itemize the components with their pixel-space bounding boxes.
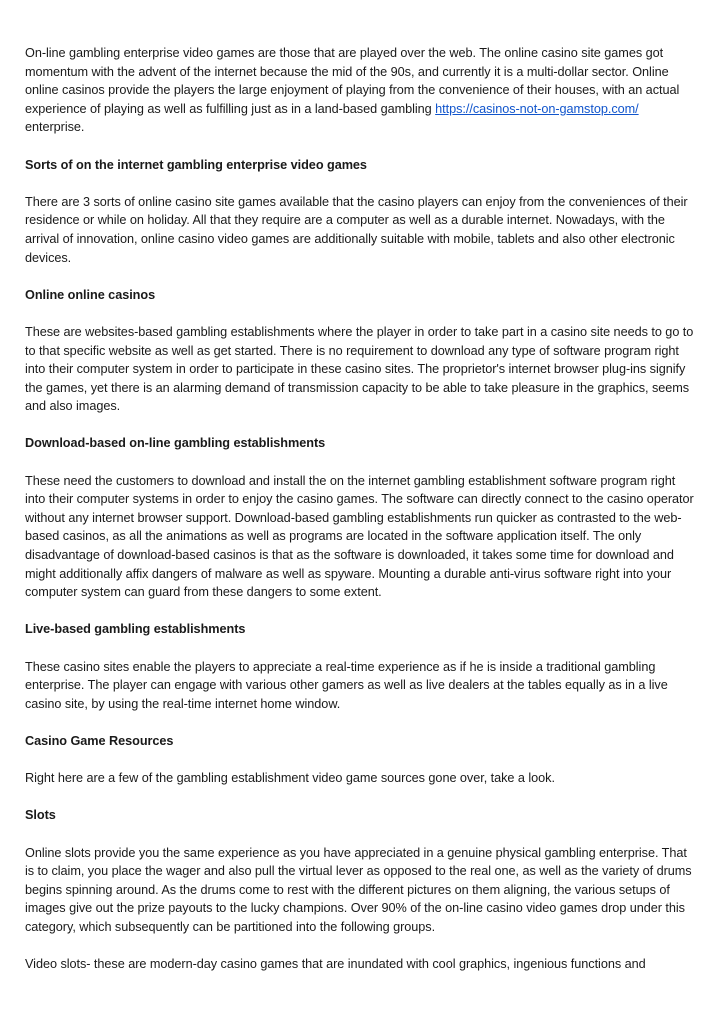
spacer <box>25 937 697 956</box>
section-heading: Online online casinos <box>25 287 156 302</box>
section-heading: Live-based gambling establishments <box>25 622 246 637</box>
spacer <box>25 304 697 323</box>
spacer <box>25 788 697 807</box>
section-paragraph: These casino sites enable the players to appreciate a real-time experience as if he is inside a traditional gambling enterprise. The player can engage with various other gamers as well as live dealers at the tables equally as in a live casino site, by using the real-time internet home window. <box>25 659 668 711</box>
section-heading: Casino Game Resources <box>25 733 174 748</box>
spacer <box>25 267 697 286</box>
intro-paragraph <box>25 44 697 137</box>
section-paragraph: Online slots provide you the same experience as you have appreciated in a genuine physical gambling enterprise. That is to claim, you place the wager and also pull the virtual lever as opposed to the real one, as well as the variety of drums begins spinning around. As the drums come to rest with the different pictures on them aligning, the various setups of images give out the prize payouts to the lucky champions. Over 90% of the on-line casino video games drop under this category, which subsequently can be partitioned into the following groups. <box>25 845 692 934</box>
section-heading: Sorts of on the internet gambling enterprise video games <box>25 157 367 172</box>
section-paragraph: There are 3 sorts of online casino site games available that the casino players can enjoy from the conveniences of their residence or while on holiday. All that they require are a computer as well as a durable internet. Nowadays, with the arrival of innovation, online casino video games are additionally suitable with mobile, tablets and also other electronic devices. <box>25 194 688 265</box>
section-paragraph: These need the customers to download and install the on the internet gambling establishment software program right into their computer systems in order to enjoy the casino games. The software can directly connect to the casino operator without any internet browser support. Download-based gambling establishments run quicker as contrasted to the web-based casinos, as all the animations as well as programs are located in the software application itself. The only disadvantage of download-based casinos is that as the software is downloaded, it takes some time for download and might additionally affix dangers of malware as well as spyware. Mounting a durable anti-virus software right into your computer system can guard from these dangers to some extent. <box>25 473 694 600</box>
spacer <box>25 751 697 770</box>
casino-link[interactable]: https://casinos-not-on-gamstop.com/ <box>435 101 639 116</box>
spacer <box>25 174 697 193</box>
intro-text-end: enterprise. <box>25 120 85 135</box>
section-paragraph: These are websites-based gambling establishments where the player in order to take part in a casino site needs to go to to that specific website as well as get started. There is no requirement to download any type of software program right into their computer system in order to participate in these casino sites. The proprietor's internet browser plug-ins signify the games, yet there is an alarming demand of transmission capacity to be able to take pleasure in the graphics, seems and also images. <box>25 324 694 414</box>
section-heading: Slots <box>25 808 56 823</box>
spacer <box>25 602 697 621</box>
trailing-paragraph: Video slots- these are modern-day casino games that are inundated with cool graphics, ingenious functions and <box>25 957 646 972</box>
spacer <box>25 416 697 435</box>
document-page <box>25 44 697 974</box>
spacer <box>25 825 697 844</box>
spacer <box>25 137 697 156</box>
spacer <box>25 639 697 658</box>
spacer <box>25 713 697 732</box>
spacer <box>25 453 697 472</box>
intro-text: On-line gambling enterprise video games are those that are played over the web. The online casino site games got momentum with the advent of the internet because the mid of the 90s, and currently it is a multi-dollar sector. Online online casinos provide the players the large enjoyment of playing from the convenience of their houses, with an actual experience of playing as well as fulfilling just as in a land-based gambling <box>25 46 680 116</box>
section-paragraph: Right here are a few of the gambling establishment video game sources gone over, take a look. <box>25 771 555 786</box>
section-heading: Download-based on-line gambling establishments <box>25 436 326 451</box>
